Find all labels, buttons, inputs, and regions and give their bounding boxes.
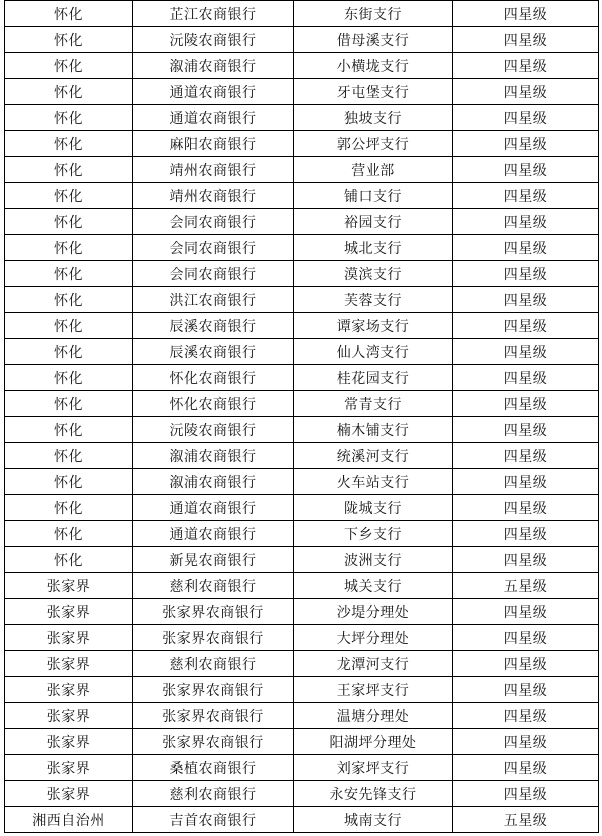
table-row xyxy=(5,183,599,209)
branch-cell: 楠木铺支行 xyxy=(294,417,453,443)
branch-cell: 铺口支行 xyxy=(294,183,453,209)
region-cell: 怀化 xyxy=(5,547,133,573)
region-cell: 怀化 xyxy=(5,365,133,391)
rating-cell: 四星级 xyxy=(453,183,599,209)
region-cell: 张家界 xyxy=(5,729,133,755)
branch-cell: 小横垅支行 xyxy=(294,53,453,79)
bank-cell: 张家界农商银行 xyxy=(133,677,294,703)
region-cell: 张家界 xyxy=(5,781,133,807)
region-cell: 张家界 xyxy=(5,625,133,651)
rating-cell: 四星级 xyxy=(453,599,599,625)
branch-cell: 东街支行 xyxy=(294,1,453,27)
rating-cell: 四星级 xyxy=(453,157,599,183)
rating-cell: 四星级 xyxy=(453,677,599,703)
bank-cell: 芷江农商银行 xyxy=(133,1,294,27)
table-row xyxy=(5,651,599,677)
branch-cell: 沙堤分理处 xyxy=(294,599,453,625)
bank-cell: 通道农商银行 xyxy=(133,105,294,131)
region-cell: 怀化 xyxy=(5,495,133,521)
table-row xyxy=(5,781,599,807)
region-cell: 怀化 xyxy=(5,443,133,469)
branch-cell: 阳湖坪分理处 xyxy=(294,729,453,755)
region-cell: 怀化 xyxy=(5,183,133,209)
bank-cell: 张家界农商银行 xyxy=(133,729,294,755)
branch-cell: 刘家坪支行 xyxy=(294,755,453,781)
bank-cell: 麻阳农商银行 xyxy=(133,131,294,157)
table-row xyxy=(5,105,599,131)
branch-cell: 牙屯堡支行 xyxy=(294,79,453,105)
bank-cell: 会同农商银行 xyxy=(133,261,294,287)
rating-cell: 四星级 xyxy=(453,209,599,235)
table-row xyxy=(5,443,599,469)
branch-cell: 裕园支行 xyxy=(294,209,453,235)
branch-cell: 陇城支行 xyxy=(294,495,453,521)
rating-cell: 四星级 xyxy=(453,27,599,53)
rating-cell: 四星级 xyxy=(453,287,599,313)
table-row xyxy=(5,53,599,79)
region-cell: 怀化 xyxy=(5,105,133,131)
rating-cell: 四星级 xyxy=(453,131,599,157)
table-row xyxy=(5,625,599,651)
branch-cell: 城北支行 xyxy=(294,235,453,261)
table-row xyxy=(5,79,599,105)
branch-cell: 波洲支行 xyxy=(294,547,453,573)
branch-cell: 常青支行 xyxy=(294,391,453,417)
bank-cell: 张家界农商银行 xyxy=(133,625,294,651)
table-row xyxy=(5,755,599,781)
rating-cell: 四星级 xyxy=(453,365,599,391)
branch-cell: 郭公坪支行 xyxy=(294,131,453,157)
table-row xyxy=(5,599,599,625)
bank-cell: 沅陵农商银行 xyxy=(133,417,294,443)
region-cell: 怀化 xyxy=(5,209,133,235)
table-row xyxy=(5,1,599,27)
region-cell: 怀化 xyxy=(5,417,133,443)
table-row xyxy=(5,729,599,755)
bank-cell: 会同农商银行 xyxy=(133,235,294,261)
region-cell: 张家界 xyxy=(5,651,133,677)
region-cell: 怀化 xyxy=(5,313,133,339)
table-row xyxy=(5,521,599,547)
rating-cell: 四星级 xyxy=(453,235,599,261)
bank-cell: 慈利农商银行 xyxy=(133,651,294,677)
branch-cell: 永安先锋支行 xyxy=(294,781,453,807)
table-row xyxy=(5,677,599,703)
rating-cell: 四星级 xyxy=(453,755,599,781)
bank-cell: 吉首农商银行 xyxy=(133,807,294,833)
branch-cell: 独坡支行 xyxy=(294,105,453,131)
branch-cell: 桂花园支行 xyxy=(294,365,453,391)
region-cell: 张家界 xyxy=(5,599,133,625)
table-row xyxy=(5,495,599,521)
bank-cell: 新晃农商银行 xyxy=(133,547,294,573)
branch-cell: 龙潭河支行 xyxy=(294,651,453,677)
table-row xyxy=(5,157,599,183)
branch-cell: 借母溪支行 xyxy=(294,27,453,53)
table-row xyxy=(5,547,599,573)
rating-cell: 五星级 xyxy=(453,807,599,833)
bank-cell: 通道农商银行 xyxy=(133,79,294,105)
bank-cell: 溆浦农商银行 xyxy=(133,443,294,469)
bank-cell: 洪江农商银行 xyxy=(133,287,294,313)
rating-cell: 四星级 xyxy=(453,521,599,547)
rating-cell: 四星级 xyxy=(453,313,599,339)
rating-cell: 四星级 xyxy=(453,79,599,105)
bank-cell: 辰溪农商银行 xyxy=(133,313,294,339)
rating-cell: 四星级 xyxy=(453,625,599,651)
region-cell: 张家界 xyxy=(5,703,133,729)
table-row xyxy=(5,313,599,339)
region-cell: 怀化 xyxy=(5,53,133,79)
bank-cell: 怀化农商银行 xyxy=(133,365,294,391)
rating-cell: 四星级 xyxy=(453,391,599,417)
bank-cell: 沅陵农商银行 xyxy=(133,27,294,53)
region-cell: 怀化 xyxy=(5,79,133,105)
table-row xyxy=(5,131,599,157)
region-cell: 怀化 xyxy=(5,339,133,365)
region-cell: 张家界 xyxy=(5,755,133,781)
table-row xyxy=(5,573,599,599)
region-cell: 湘西自治州 xyxy=(5,807,133,833)
bank-cell: 溆浦农商银行 xyxy=(133,469,294,495)
rating-cell: 五星级 xyxy=(453,573,599,599)
region-cell: 张家界 xyxy=(5,573,133,599)
bank-cell: 通道农商银行 xyxy=(133,495,294,521)
bank-cell: 靖州农商银行 xyxy=(133,183,294,209)
rating-cell: 四星级 xyxy=(453,469,599,495)
region-cell: 怀化 xyxy=(5,27,133,53)
branch-cell: 下乡支行 xyxy=(294,521,453,547)
region-cell: 怀化 xyxy=(5,521,133,547)
table-body xyxy=(5,1,599,833)
bank-cell: 辰溪农商银行 xyxy=(133,339,294,365)
table-row xyxy=(5,287,599,313)
region-cell: 怀化 xyxy=(5,1,133,27)
branch-cell: 营业部 xyxy=(294,157,453,183)
branch-cell: 温塘分理处 xyxy=(294,703,453,729)
table-row xyxy=(5,391,599,417)
table-row xyxy=(5,261,599,287)
branch-cell: 大坪分理处 xyxy=(294,625,453,651)
rating-cell: 四星级 xyxy=(453,495,599,521)
rating-cell: 四星级 xyxy=(453,729,599,755)
rating-cell: 四星级 xyxy=(453,261,599,287)
rating-cell: 四星级 xyxy=(453,547,599,573)
bank-cell: 靖州农商银行 xyxy=(133,157,294,183)
branch-cell: 城南支行 xyxy=(294,807,453,833)
branch-cell: 火车站支行 xyxy=(294,469,453,495)
region-cell: 怀化 xyxy=(5,261,133,287)
bank-cell: 桑植农商银行 xyxy=(133,755,294,781)
rating-cell: 四星级 xyxy=(453,651,599,677)
bank-cell: 会同农商银行 xyxy=(133,209,294,235)
region-cell: 怀化 xyxy=(5,469,133,495)
bank-cell: 张家界农商银行 xyxy=(133,599,294,625)
rating-cell: 四星级 xyxy=(453,443,599,469)
rating-cell: 四星级 xyxy=(453,1,599,27)
table-row xyxy=(5,365,599,391)
region-cell: 怀化 xyxy=(5,157,133,183)
table-row xyxy=(5,703,599,729)
bank-cell: 通道农商银行 xyxy=(133,521,294,547)
table-row xyxy=(5,807,599,833)
branch-cell: 仙人湾支行 xyxy=(294,339,453,365)
bank-cell: 慈利农商银行 xyxy=(133,573,294,599)
branch-cell: 城关支行 xyxy=(294,573,453,599)
region-cell: 怀化 xyxy=(5,235,133,261)
rating-cell: 四星级 xyxy=(453,105,599,131)
table-row xyxy=(5,27,599,53)
branch-rating-table xyxy=(4,0,599,833)
rating-cell: 四星级 xyxy=(453,417,599,443)
rating-cell: 四星级 xyxy=(453,781,599,807)
bank-cell: 慈利农商银行 xyxy=(133,781,294,807)
region-cell: 怀化 xyxy=(5,131,133,157)
region-cell: 怀化 xyxy=(5,391,133,417)
bank-cell: 溆浦农商银行 xyxy=(133,53,294,79)
region-cell: 怀化 xyxy=(5,287,133,313)
table-row xyxy=(5,235,599,261)
bank-cell: 张家界农商银行 xyxy=(133,703,294,729)
branch-cell: 漠滨支行 xyxy=(294,261,453,287)
region-cell: 张家界 xyxy=(5,677,133,703)
branch-cell: 统溪河支行 xyxy=(294,443,453,469)
table-row xyxy=(5,469,599,495)
rating-cell: 四星级 xyxy=(453,703,599,729)
bank-cell: 怀化农商银行 xyxy=(133,391,294,417)
branch-cell: 王家坪支行 xyxy=(294,677,453,703)
rating-cell: 四星级 xyxy=(453,339,599,365)
branch-cell: 谭家场支行 xyxy=(294,313,453,339)
rating-cell: 四星级 xyxy=(453,53,599,79)
table-row xyxy=(5,417,599,443)
table-row xyxy=(5,209,599,235)
table-row xyxy=(5,339,599,365)
branch-cell: 芙蓉支行 xyxy=(294,287,453,313)
